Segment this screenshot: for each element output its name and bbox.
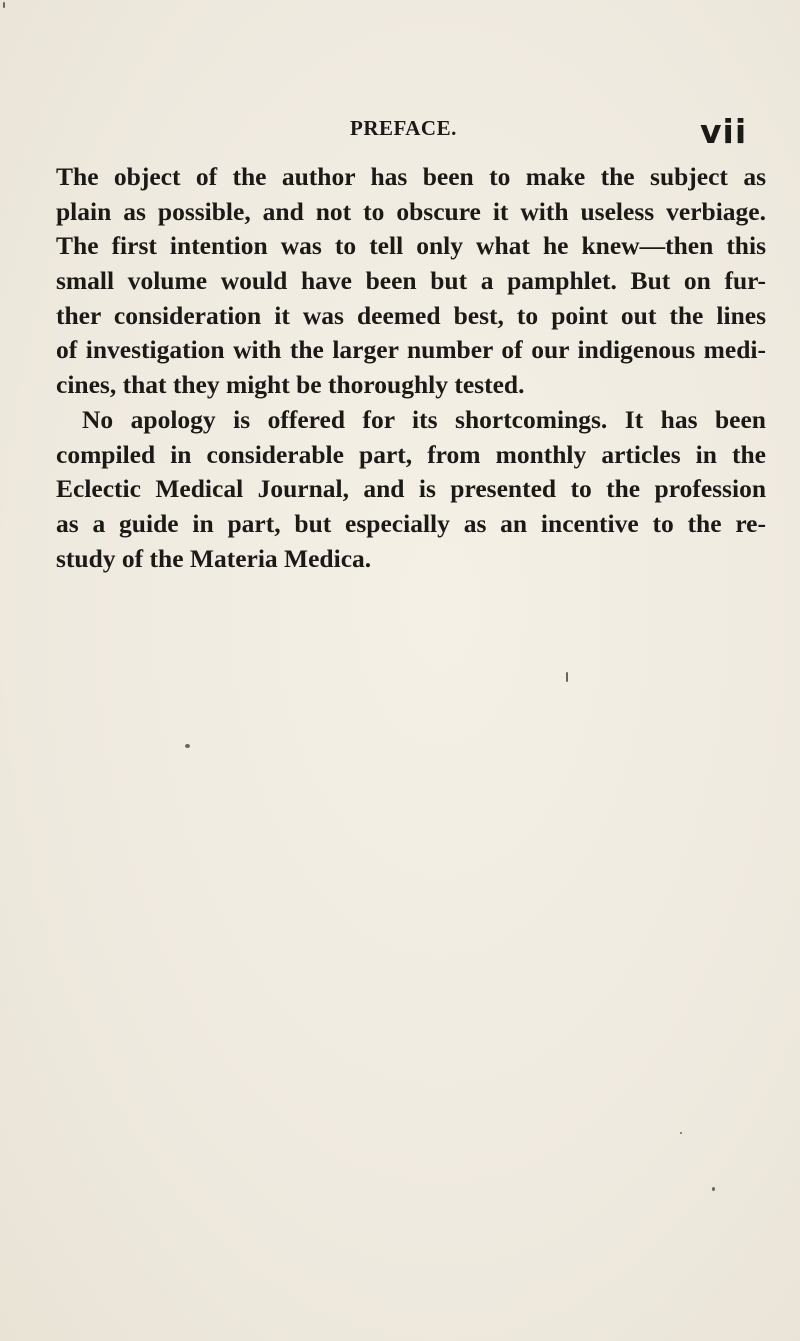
running-head — [0, 112, 800, 152]
text-line: study of the Materia Medica. — [56, 543, 372, 573]
text-line: of investigation with the larger number of our indigenous medi- — [56, 335, 766, 365]
page-number: vii — [700, 112, 748, 151]
paper-speck — [680, 1132, 682, 1134]
paragraph-2 — [56, 403, 766, 576]
paper-speck — [712, 1187, 715, 1191]
text-line: plain as possible, and not to obscure it with useless verbiage. — [56, 196, 766, 226]
text-line: Eclectic Medical Journal, and is presented to the profession — [56, 474, 766, 504]
text-line: The first intention was to tell only what he knew—then this — [56, 231, 766, 261]
paper-speck — [185, 744, 190, 748]
paragraph-1 — [56, 160, 766, 403]
text-line: The object of the author has been to make the subject as — [56, 162, 766, 191]
running-head-title: PREFACE. — [350, 116, 457, 140]
text-line: compiled in considerable part, from monthly articles in the — [56, 439, 766, 469]
text-line: as a guide in part, but especially as an incentive to the re- — [56, 508, 766, 538]
text-line: ther consideration it was deemed best, to point out the lines — [56, 300, 766, 330]
text-line: No apology is offered for its shortcomings. It has been — [82, 404, 766, 434]
text-line: cines, that they might be thoroughly tested. — [56, 370, 525, 400]
paper-speck — [3, 2, 5, 8]
paper-speck — [566, 672, 568, 682]
body-text — [56, 160, 766, 576]
text-line: small volume would have been but a pamphlet. But on fur- — [56, 266, 766, 296]
